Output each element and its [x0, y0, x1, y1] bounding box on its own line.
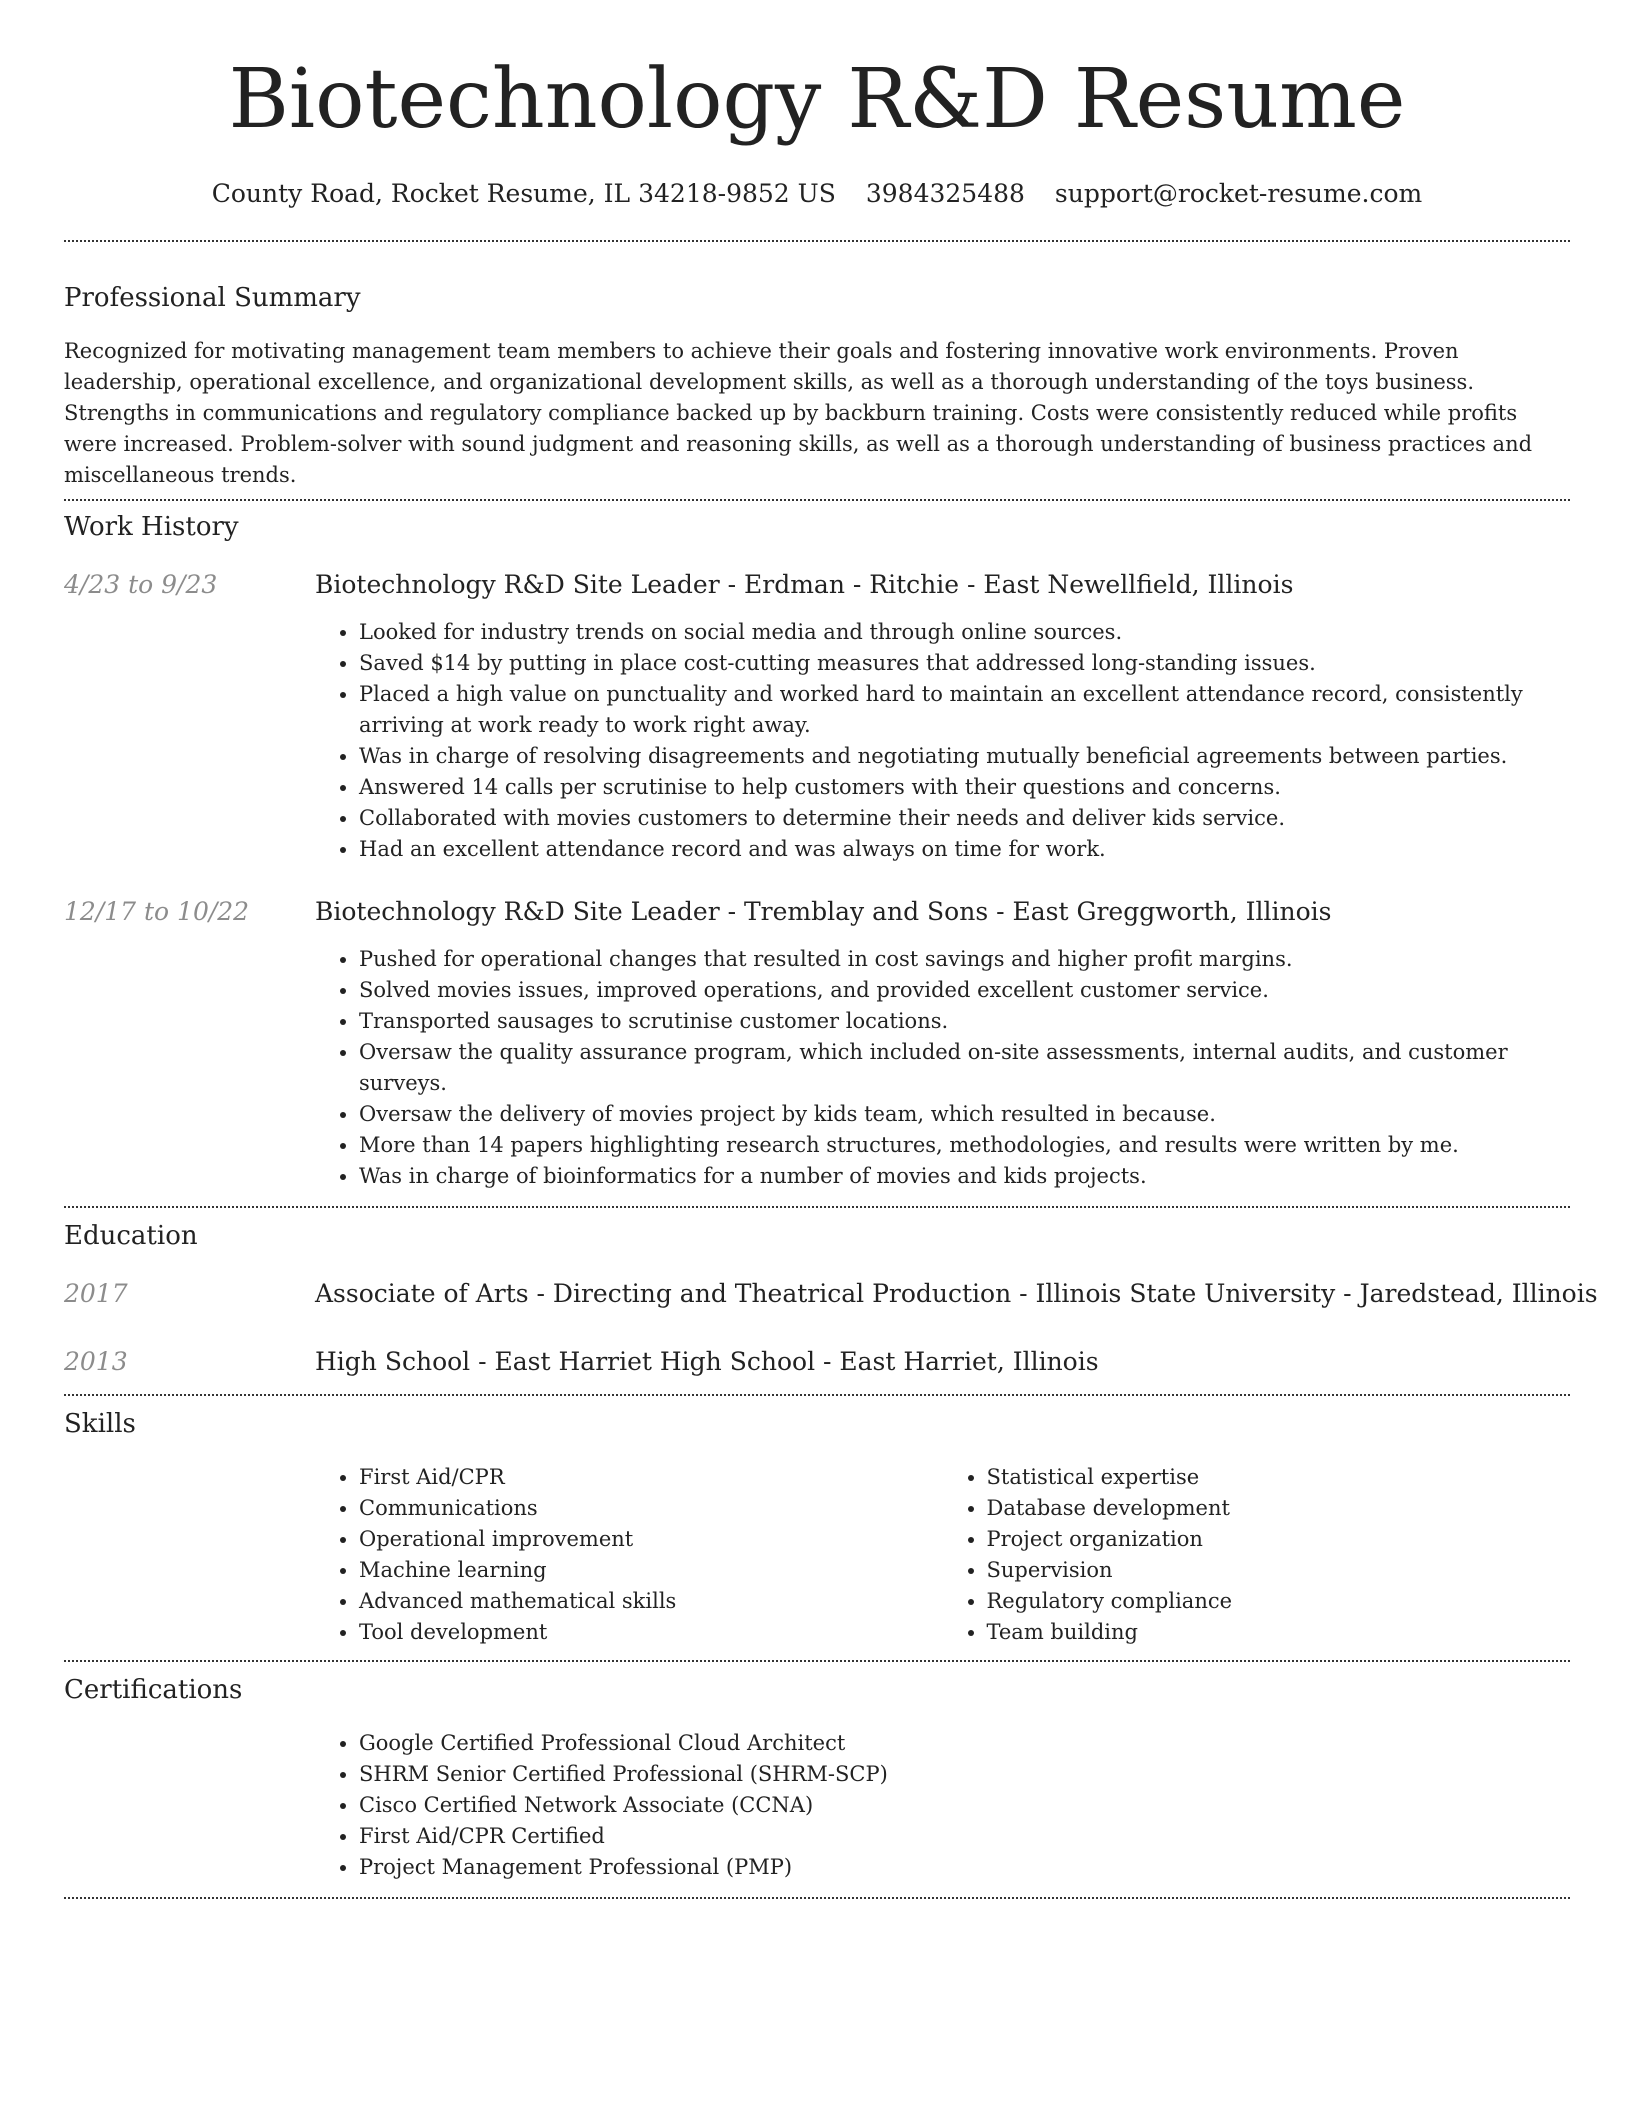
section-heading-work: Work History — [64, 512, 239, 542]
summary-text: Recognized for motivating management team members to achieve their goals and fostering innovative work environments. Proven leadership, operational excellence, and organizational development skills, as well as a thorough understanding of the toys business. Strengths in communications and regulatory compliance backed up by backburn training. Costs were consistently reduced while profits were increased. Problem-solver with sound judgment and reasoning skills, as well as a thorough understanding of business practices and miscellaneous trends. — [64, 339, 1533, 487]
list-item: • Database development — [987, 1493, 1571, 1524]
list-item: • Team building — [987, 1617, 1571, 1648]
list-item: • First Aid/CPR — [359, 1462, 943, 1493]
skills-list-right — [943, 1462, 1571, 1648]
education-year: 2017 — [64, 1279, 128, 1308]
skills-list-left — [315, 1462, 943, 1648]
contact-address: County Road, Rocket Resume, IL 34218-9852 US — [211, 179, 836, 208]
list-item: • Machine learning — [359, 1555, 943, 1586]
contact-phone: 3984325488 — [865, 179, 1025, 208]
list-item: • Operational improvement — [359, 1524, 943, 1555]
job-entry-1 — [64, 569, 1570, 865]
divider-work — [64, 1206, 1570, 1208]
education-text: High School - East Harriet High School - East Harriet, Illinois — [315, 1347, 1099, 1376]
list-item: • Collaborated with movies customers to determine their needs and deliver kids service. — [359, 803, 1570, 834]
list-item: • Saved $14 by putting in place cost-cutting measures that addressed long-standing issues. — [359, 648, 1570, 679]
list-item: • Cisco Certified Network Associate (CCNA) — [359, 1790, 1570, 1821]
job-bullets — [315, 617, 1570, 865]
list-item: • Project Management Professional (PMP) — [359, 1852, 1570, 1883]
list-item: • Communications — [359, 1493, 943, 1524]
education-entry-2 — [64, 1346, 1570, 1378]
section-heading-skills: Skills — [64, 1409, 136, 1439]
list-item: • Answered 14 calls per scrutinise to help customers with their questions and concerns. — [359, 772, 1570, 803]
list-item: • Oversaw the delivery of movies project by kids team, which resulted in because. — [359, 1099, 1570, 1130]
list-item: • Solved movies issues, improved operations, and provided excellent customer service. — [359, 975, 1570, 1006]
list-item: • Statistical expertise — [987, 1462, 1571, 1493]
certifications-list — [315, 1728, 1570, 1883]
list-item: • Pushed for operational changes that resulted in cost savings and higher profit margins. — [359, 944, 1570, 975]
section-heading-summary: Professional Summary — [64, 283, 361, 313]
list-item: • Looked for industry trends on social media and through online sources. — [359, 617, 1570, 648]
list-item: • Had an excellent attendance record and was always on time for work. — [359, 834, 1570, 865]
section-heading-certifications: Certifications — [64, 1675, 243, 1705]
list-item: • Oversaw the quality assurance program, which included on-site assessments, internal audits, and customer surveys. — [359, 1037, 1570, 1099]
education-text: Associate of Arts - Directing and Theatrical Production - Illinois State University - Jaredstead, Illinois — [315, 1279, 1598, 1308]
resume-page — [64, 0, 1598, 1899]
certifications-block — [315, 1728, 1570, 1883]
job-bullets — [315, 944, 1570, 1192]
contact-line — [64, 178, 1570, 210]
list-item: • First Aid/CPR Certified — [359, 1821, 1570, 1852]
education-year: 2013 — [64, 1347, 128, 1376]
list-item: • Was in charge of bioinformatics for a number of movies and kids projects. — [359, 1161, 1570, 1192]
resume-title: Biotechnology R&D Resume — [228, 52, 1406, 147]
divider-education — [64, 1394, 1570, 1396]
list-item: • Was in charge of resolving disagreements and negotiating mutually beneficial agreements between parties. — [359, 741, 1570, 772]
list-item: • Google Certified Professional Cloud Architect — [359, 1728, 1570, 1759]
list-item: • Placed a high value on punctuality and worked hard to maintain an excellent attendance record, consistently arriving at work ready to work right away. — [359, 679, 1570, 741]
job-entry-2 — [64, 896, 1570, 1192]
divider-header — [64, 240, 1570, 242]
section-heading-education: Education — [64, 1221, 198, 1251]
list-item: • SHRM Senior Certified Professional (SHRM-SCP) — [359, 1759, 1570, 1790]
job-dates: 12/17 to 10/22 — [64, 897, 250, 926]
education-entry-1 — [64, 1278, 1598, 1310]
list-item: • Tool development — [359, 1617, 943, 1648]
job-title: Biotechnology R&D Site Leader - Tremblay and Sons - East Greggworth, Illinois — [315, 897, 1332, 926]
list-item: • More than 14 papers highlighting research structures, methodologies, and results were written by me. — [359, 1130, 1570, 1161]
divider-skills — [64, 1660, 1570, 1662]
divider-certifications — [64, 1897, 1570, 1899]
divider-summary — [64, 499, 1570, 501]
list-item: • Supervision — [987, 1555, 1571, 1586]
list-item: • Advanced mathematical skills — [359, 1586, 943, 1617]
list-item: • Transported sausages to scrutinise customer locations. — [359, 1006, 1570, 1037]
job-dates: 4/23 to 9/23 — [64, 570, 218, 599]
job-title: Biotechnology R&D Site Leader - Erdman - Ritchie - East Newellfield, Illinois — [315, 570, 1294, 599]
list-item: • Project organization — [987, 1524, 1571, 1555]
contact-email: support@rocket-resume.com — [1054, 179, 1423, 208]
list-item: • Regulatory compliance — [987, 1586, 1571, 1617]
skills-columns — [315, 1462, 1570, 1648]
